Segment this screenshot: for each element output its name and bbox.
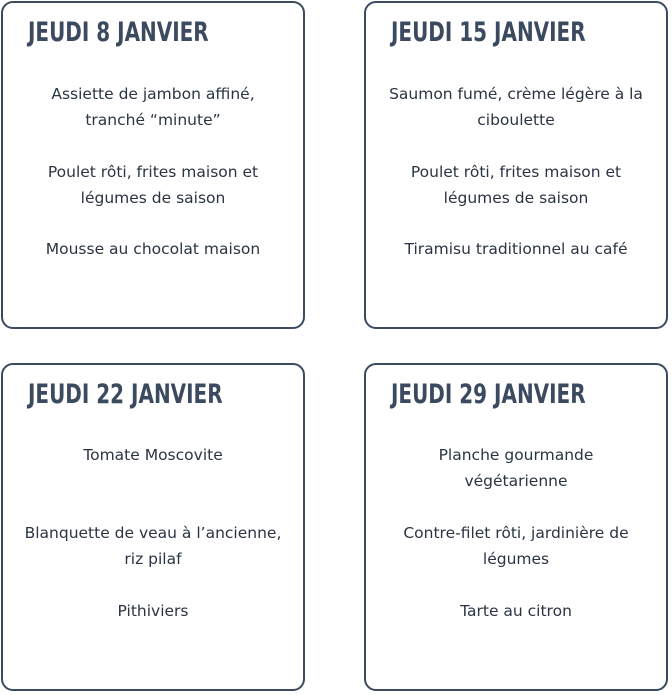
menu-date: JEUDI 22 JANVIER <box>28 379 223 410</box>
menu-dessert: Tarte au citron <box>460 602 572 620</box>
menu-card-jan-22 <box>1 363 305 691</box>
menu-card-jan-29 <box>364 363 668 691</box>
menu-dessert: Tiramisu traditionnel au café <box>404 240 628 258</box>
menu-card-jan-15 <box>364 1 668 329</box>
menu-date: JEUDI 8 JANVIER <box>28 17 209 48</box>
menu-starter: Saumon fumé, crème légère à la ciboulette <box>389 85 643 129</box>
menu-starter: Tomate Moscovite <box>83 446 223 464</box>
menu-date: JEUDI 29 JANVIER <box>391 379 586 410</box>
menu-card-jan-8 <box>1 1 305 329</box>
menu-main-course: Poulet rôti, frites maison et légumes de saison <box>410 163 622 207</box>
menu-main-course: Contre-filet rôti, jardinière de légumes <box>403 524 629 568</box>
menu-main-course: Poulet rôti, frites maison et légumes de saison <box>47 163 259 207</box>
menu-starter: Planche gourmande végétarienne <box>438 446 594 490</box>
menu-main-course: Blanquette de veau à l’ancienne, riz pilaf <box>24 524 282 568</box>
menu-dessert: Pithiviers <box>117 602 189 620</box>
menu-date: JEUDI 15 JANVIER <box>391 17 586 48</box>
menu-starter: Assiette de jambon affiné, tranché “minute” <box>51 85 255 129</box>
menu-dessert: Mousse au chocolat maison <box>45 240 261 258</box>
